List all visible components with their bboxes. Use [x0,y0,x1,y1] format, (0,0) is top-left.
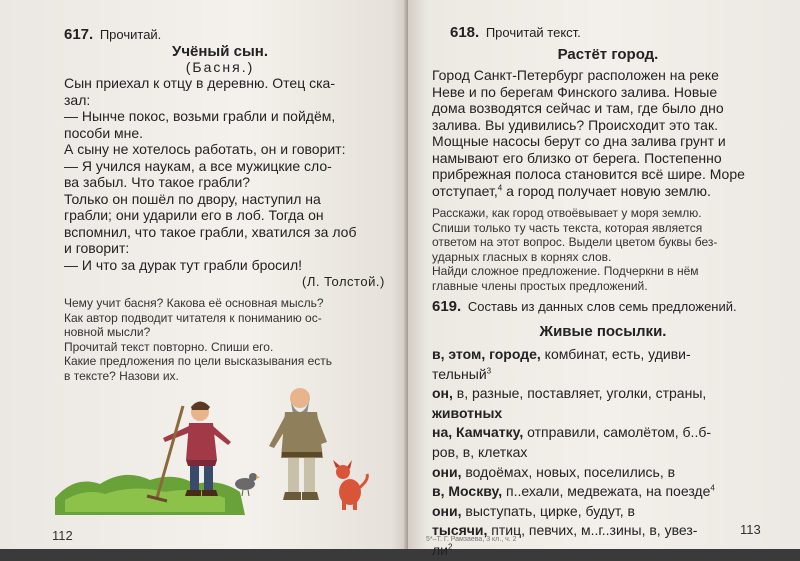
footnote-marker: 4 [497,182,503,192]
word-rest: п..ехали, медвежата, на поезде [502,483,711,500]
footnote-marker: 4 [710,483,715,493]
text-line: намывают его близко от берега. Постепенно [432,149,722,166]
question-line: Какие предложения по цели высказывания есть [64,354,332,368]
text-line: — И что за дурак тут грабли бросил! [64,256,303,273]
question-line: Прочитай текст повторно. Спиши его. [64,339,274,354]
text-segment: отступает, [432,182,498,199]
word-bold: тысячи, [432,522,488,539]
word-line [432,404,715,424]
word-line [432,463,715,483]
exercise-618-instruction: Прочитай текст. [485,25,581,40]
text-line: Мощные насосы берут со дна залива грунт и [432,133,726,149]
questions-617 [64,296,332,383]
exercise-617-instruction: Прочитай. [99,27,162,42]
exercise-618-header [450,24,581,41]
word-rest: отправили, самолётом, б..б- [523,424,712,441]
questions-618 [432,206,717,293]
footnote-marker: 3 [486,365,492,375]
text-line: ва забыл. Что такое грабли? [64,174,251,190]
exercise-618-number: 618. [450,24,480,41]
word-bold: на, Камчатку, [432,424,524,441]
word-line [432,482,715,502]
page-number-right: 113 [740,522,761,537]
question-line: Спиши только ту часть текста, которая является [432,220,703,235]
word-bold: в, Москву, [432,483,503,500]
fable-illustration [55,380,375,525]
text-line: — Я учился наукам, а все мужицкие сло- [64,157,332,174]
text-line: вспомнил, что такое грабли, хватился за лоб [64,223,357,240]
text-line: Сын приехал к отцу в деревню. Отец ска- [64,75,335,91]
exercise-619-instruction: Составь из данных слов семь предложений. [467,299,737,314]
footer-note: 5*–Т. Г. Рамзаева, 3 кл., ч. 2 [426,536,517,543]
fable-subtitle: (Басня.) [185,59,255,75]
dog [333,460,367,510]
question-line: Как автор подводит читателя к пониманию ос- [64,310,322,325]
word-rest: водоёмах, новых, поселились, в [461,463,676,480]
text-line [432,183,745,200]
word-rest: птиц, певчих, м..г..зины, в, увез- [487,522,698,539]
word-line [432,345,715,365]
footnote-marker: 2 [448,542,453,552]
text-line: — Нынче покос, возьми грабли и пойдём, [64,108,336,124]
word-rest: тельный [432,365,487,382]
fable-text [64,75,356,273]
exercise-619-number: 619. [432,298,462,315]
right-page [408,0,800,558]
text-segment: а город получает новую землю. [502,182,711,199]
text-line: пособи мне. [64,124,144,141]
word-bold: животных [432,404,503,421]
fable-author: (Л. Толстой.) [302,274,385,289]
text-line: прибрежная полоса становится всё шире. Море [432,166,745,182]
page-number-left: 112 [52,528,73,543]
text-line: и говорит: [64,240,130,256]
text-line: зал: [64,91,91,108]
exercise-617-header [64,26,161,43]
word-line [432,365,715,385]
text-line: Только он пошёл по двору, наступил на [64,190,321,207]
word-rest: ли [432,541,448,558]
text-line: грабли; они ударили его в лоб. Тогда он [64,207,324,223]
text-line: залива. Вы удивились? Происходит это так. [432,116,718,133]
exercise-619-header [432,298,737,315]
word-bold: они, [432,463,462,480]
text-line: А сыну не хотелось работать, он и говорит: [64,141,346,157]
text-618 [432,67,745,199]
text-line: Неве и по берегам Финского залива. Новые [432,83,718,100]
text-618-title: Растёт город. [557,46,659,63]
word-bold: в, этом, городе, [432,346,541,362]
word-rest: ров, в, клетках [432,443,528,460]
word-line [432,541,715,561]
word-rest: комбинат, есть, удиви- [540,346,691,362]
word-line [432,443,715,463]
word-bold: они, [432,502,462,519]
fable-title: Учёный сын. [171,43,269,60]
text-line: дома возводятся сейчас и там, где было дно [432,100,724,116]
word-line [432,423,715,443]
question-line: Расскажи, как город отвоёвывает у моря землю. [432,206,702,220]
question-line: ответом на этот вопрос. Выдели цветом буквы без- [432,235,718,249]
old-man-figure [269,388,327,500]
word-rest: в, разные, поставляет, уголки, страны, [452,385,707,402]
exercise-617-number: 617. [64,26,94,43]
question-line: ударных гласных в корнях слов. [432,249,612,264]
word-groups-619 [432,345,715,561]
word-line [432,384,715,404]
question-line: новной мысли? [64,325,151,339]
left-page [0,0,408,549]
text-619-title: Живые посылки. [539,323,667,340]
text-line: Город Санкт-Петербург расположен на реке [432,67,719,83]
word-line [432,502,715,522]
word-rest: выступать, цирке, будут, в [461,502,635,519]
word-bold: он, [432,385,453,402]
question-line: в тексте? Назови их. [64,368,179,383]
question-line: Найди сложное предложение. Подчеркни в нём [432,264,699,278]
question-line: Чему учит басня? Какова её основная мысль? [64,296,324,310]
question-line: главные члены простых предложений. [432,278,648,293]
